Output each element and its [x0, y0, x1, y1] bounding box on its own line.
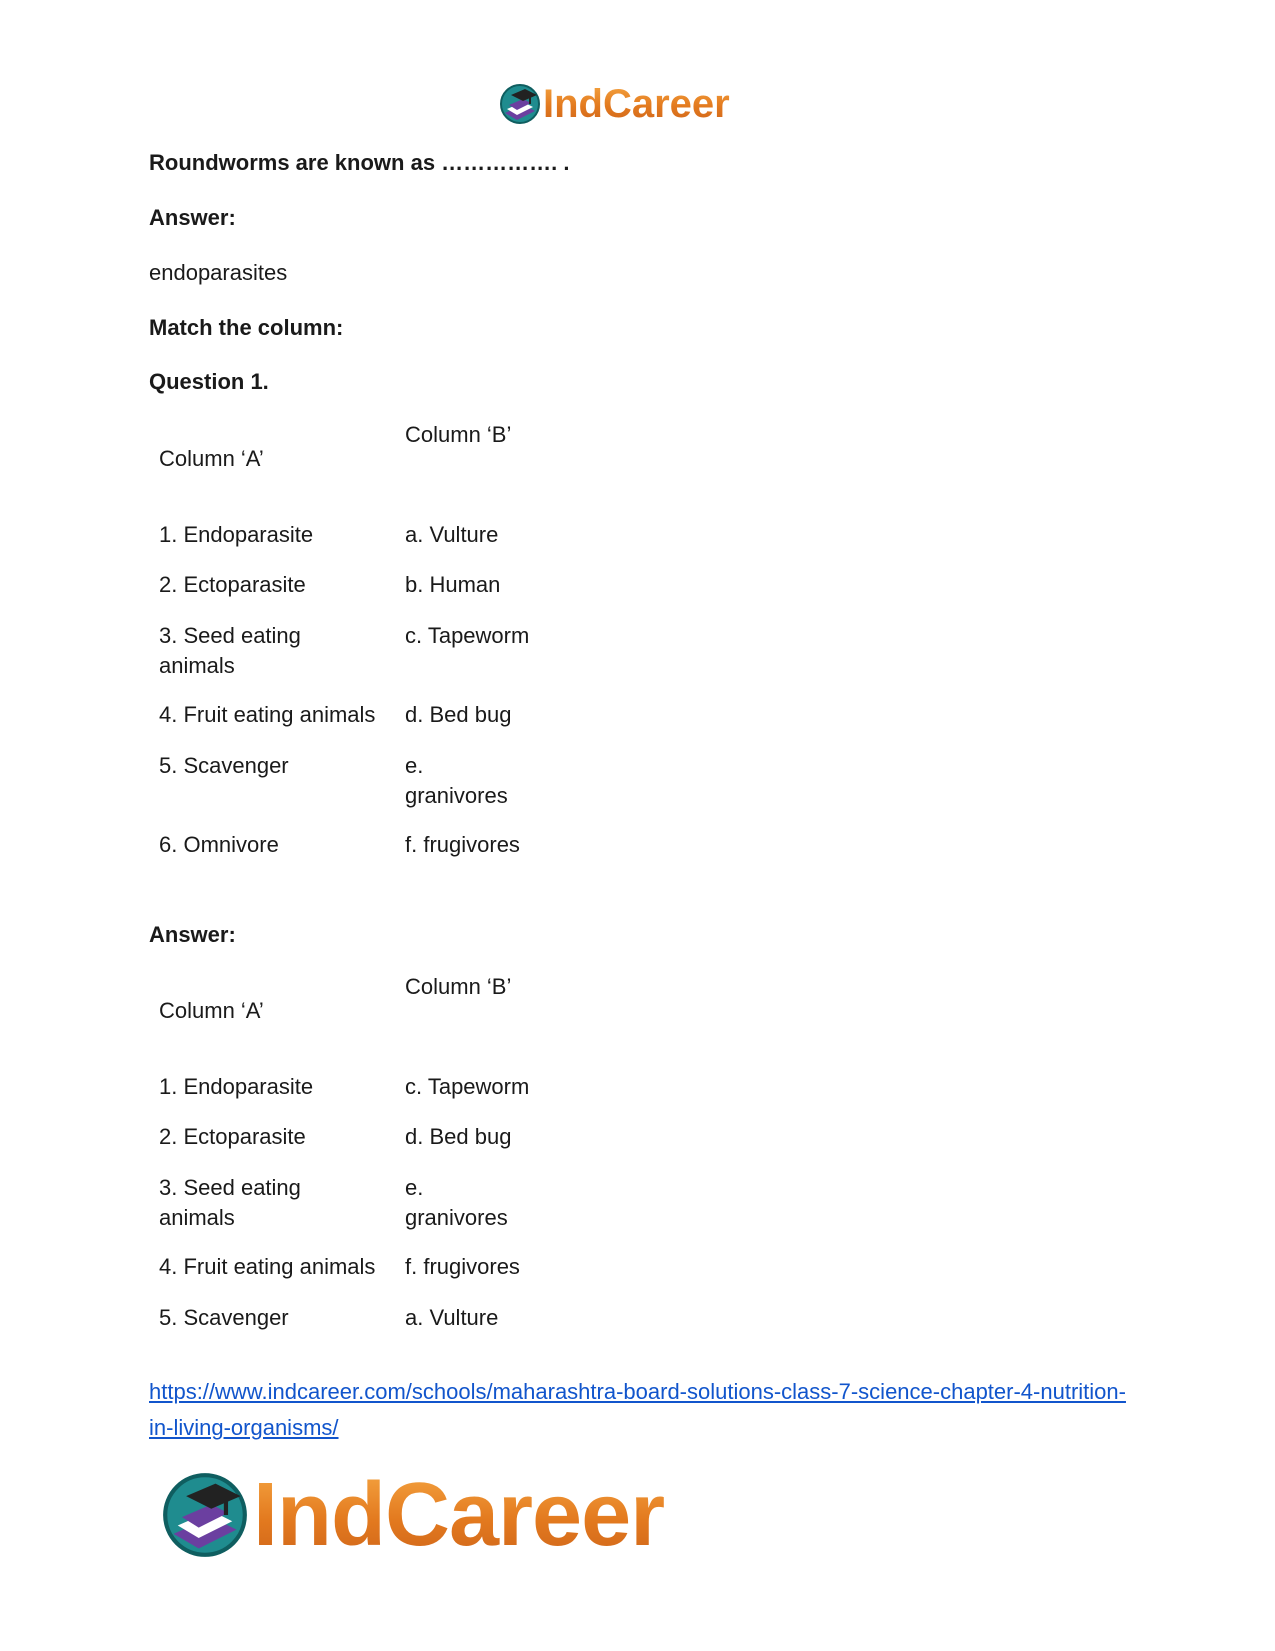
- table-cell-b: e. granivores: [405, 1175, 508, 1230]
- logo-wordmark: IndCareer: [253, 1465, 665, 1565]
- table-cell-b: a. Vulture: [405, 522, 499, 547]
- question-1-label: Question 1.: [149, 369, 269, 394]
- match-heading: Match the column:: [149, 315, 344, 340]
- indcareer-logo-bottom: [161, 1465, 665, 1565]
- indcareer-logo-top: [499, 80, 730, 128]
- table-cell-b: d. Bed bug: [405, 1124, 512, 1149]
- table-cell-a: 6. Omnivore: [159, 832, 279, 857]
- table-cell-a: 1. Endoparasite: [159, 1074, 314, 1099]
- table-cell-a: 3. Seed eating animals: [159, 1175, 301, 1230]
- globe-book-icon: [499, 83, 541, 125]
- column-b-header: Column ‘B’: [405, 974, 512, 999]
- answer-label: Answer:: [149, 205, 236, 230]
- table-cell-a: 5. Scavenger: [159, 1305, 289, 1330]
- answer-text: endoparasites: [149, 260, 288, 285]
- table-cell-b: b. Human: [405, 572, 501, 597]
- table-cell-a: 4. Fruit eating animals: [159, 1254, 376, 1279]
- column-a-header: Column ‘A’: [159, 446, 264, 471]
- table-cell-b: f. frugivores: [405, 832, 520, 857]
- table-cell-b: f. frugivores: [405, 1254, 520, 1279]
- table-cell-a: 1. Endoparasite: [159, 522, 314, 547]
- source-link[interactable]: https://www.indcareer.com/schools/maharashtra-board-solutions-class-7-science-chapter-4-nutrition-in-living-organisms/: [149, 1379, 1126, 1440]
- table-cell-b: e. granivores: [405, 753, 508, 808]
- table-cell-a: 4. Fruit eating animals: [159, 702, 376, 727]
- table-cell-a: 5. Scavenger: [159, 753, 289, 778]
- answer-label: Answer:: [149, 922, 236, 947]
- table-cell-b: d. Bed bug: [405, 702, 512, 727]
- column-b-header: Column ‘B’: [405, 422, 512, 447]
- table-cell-b: a. Vulture: [405, 1305, 499, 1330]
- table-cell-a: 3. Seed eating animals: [159, 623, 301, 678]
- table-cell-a: 2. Ectoparasite: [159, 1124, 306, 1149]
- logo-wordmark: IndCareer: [543, 82, 730, 126]
- question-title: Roundworms are known as ……………. .: [149, 150, 570, 175]
- table-cell-b: c. Tapeworm: [405, 623, 530, 648]
- table-cell-b: c. Tapeworm: [405, 1074, 530, 1099]
- globe-book-icon: [161, 1471, 249, 1559]
- table-cell-a: 2. Ectoparasite: [159, 572, 306, 597]
- column-a-header: Column ‘A’: [159, 998, 264, 1023]
